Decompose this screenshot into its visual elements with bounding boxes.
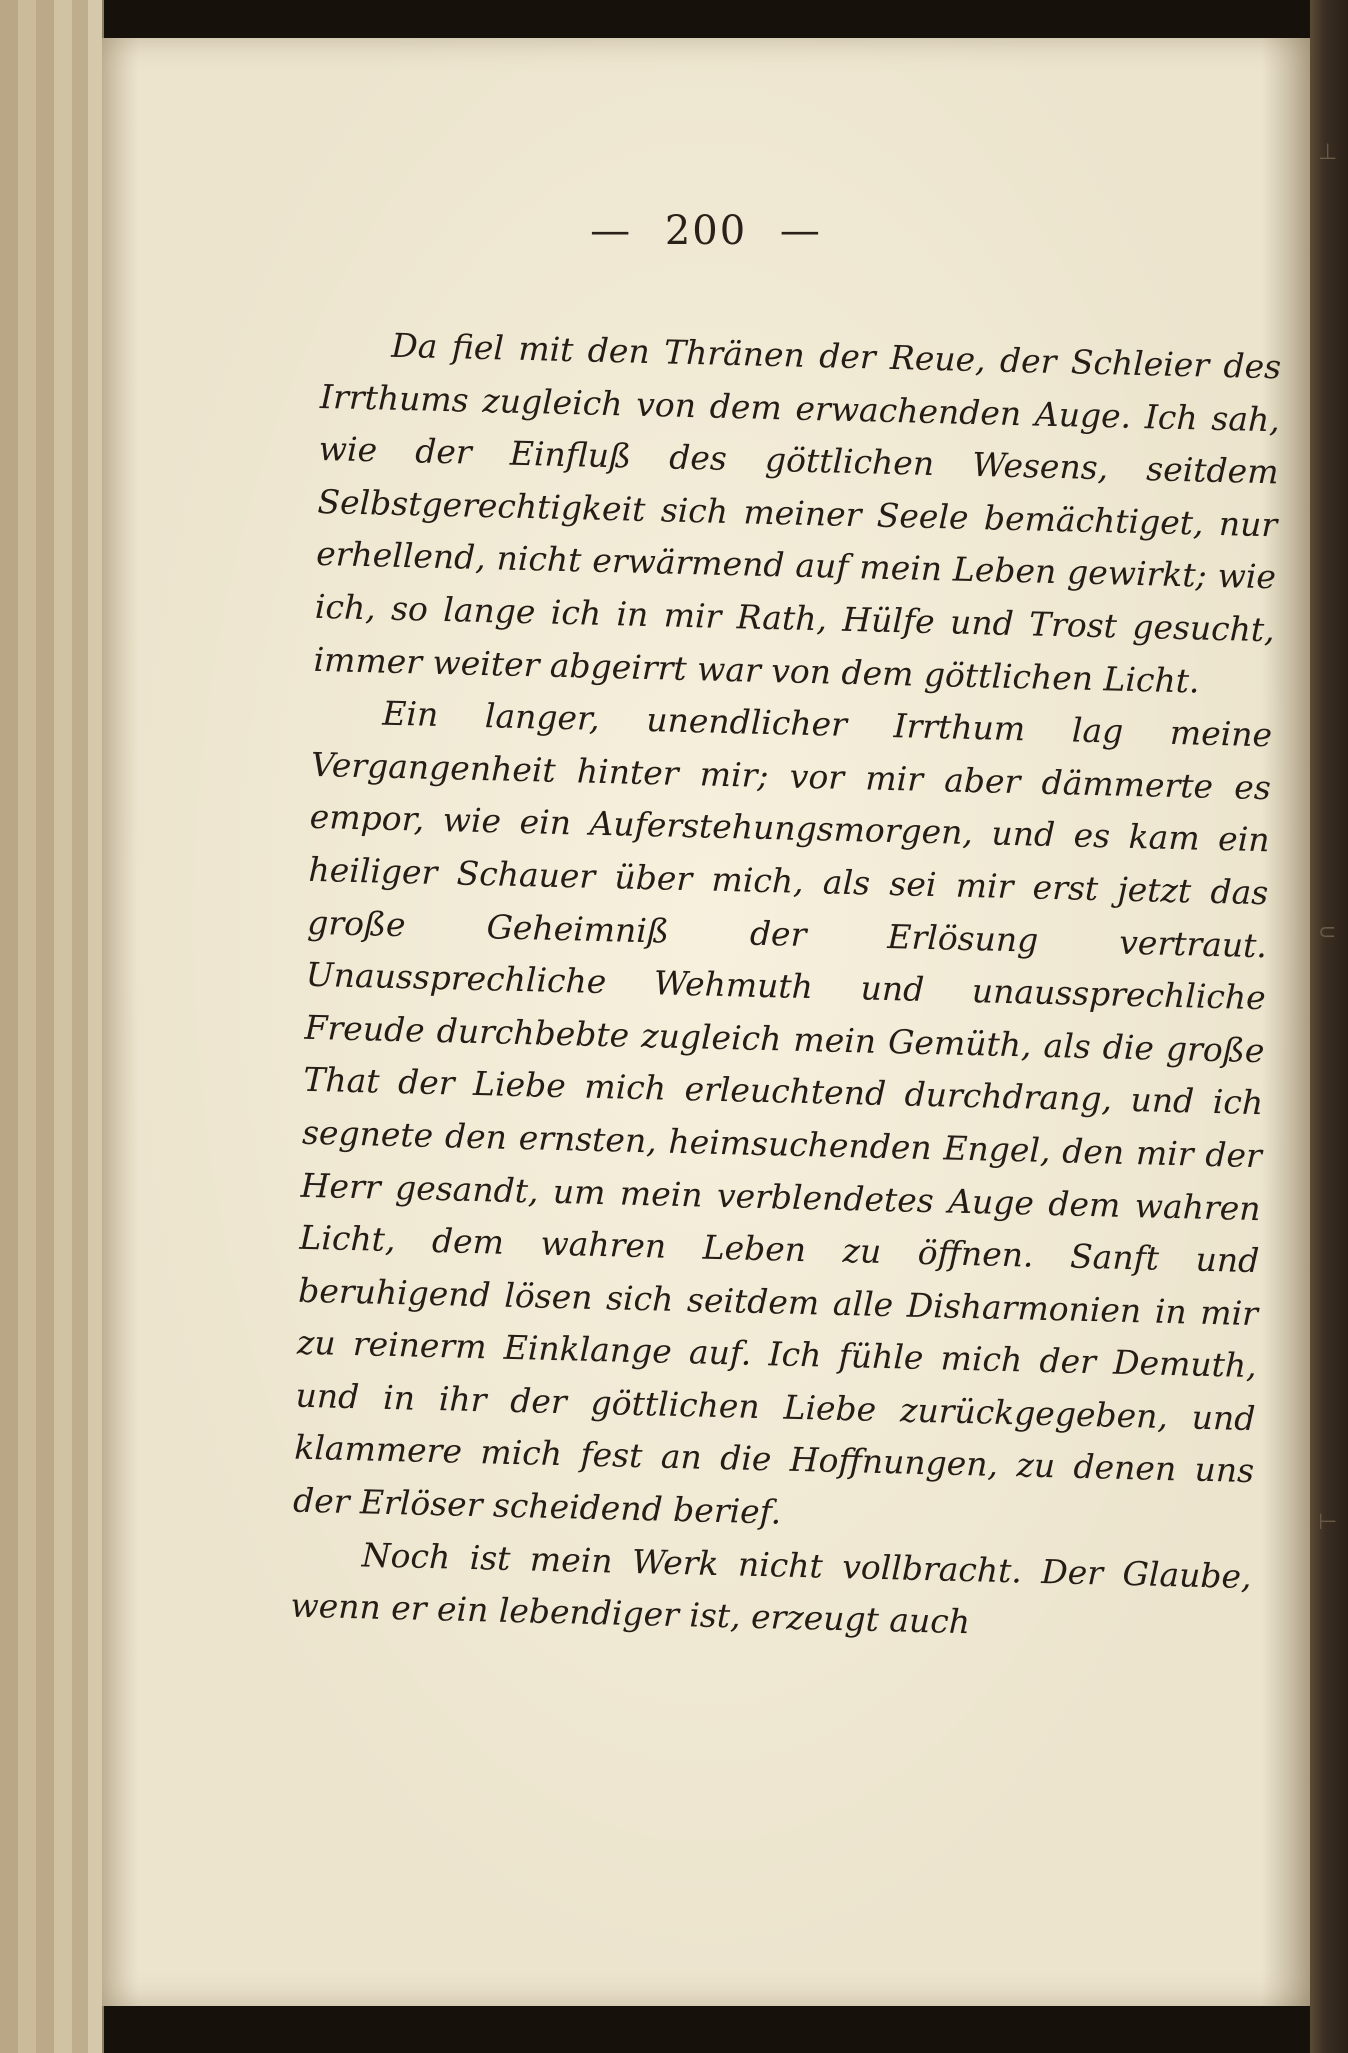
page-edge [18,0,38,2053]
body-text [290,318,1282,1656]
page-edge [0,0,20,2053]
page-edge [36,0,56,2053]
paragraph: Noch ist mein Werk nicht vollbracht. Der Glaube, wenn er ein lebendiger ist, erzeugt auch [290,1535,1253,1642]
binding-mark-icon: ⊥ [1318,140,1338,165]
book-binding [1310,0,1348,2053]
binding-mark-icon: ⊂ [1318,920,1337,945]
page-edge [54,0,74,2053]
paragraph: Da fiel mit den Thränen der Reue, der Schleier des Irrthums zugleich von dem erwachenden Auge. Ich sah, wie der Einfluß des göttlichen Wesens, seitdem Selbstgerechtigkeit sich meiner Seele bemächtiget, nur erhellend, nicht erwärmend auf mein Leben gewirkt; wie ich, so lange ich in mir Rath, Hülfe und Trost gesucht, immer weiter abgeirrt war von dem göttlichen Licht. [313,325,1282,701]
page-header [102,208,1310,254]
header-dash-right: — [779,208,822,254]
book-page [102,38,1310,2006]
header-dash-left: — [590,208,633,254]
binding-mark-icon: ⊢ [1318,1510,1338,1535]
paragraph: Ein langer, unendlicher Irrthum lag meine Vergangenheit hinter mir; vor mir aber dämmerte es empor, wie ein Auferstehungsmorgen, und es kam ein heiliger Schauer über mich, als sei mir erst jetzt das große Geheimniß der Erlösung vertraut. Unaussprechliche Wehmuth und unaussprechliche Freude durchbebte zugleich mein Gemüth, als die große That der Liebe mich erleuchtend durchdrang, und ich segnete den ernsten, heimsuchenden Engel, den mir der Herr gesandt, um mein verblendetes Auge dem wahren Licht, dem wahren Leben zu öffnen. Sanft und beruhigend lösen sich seitdem alle Disharmonien in mir zu reinerm Einklange auf. Ich fühle mich der Demuth, und in ihr der göttlichen Liebe zurückgegeben, und klammere mich fest an die Hoffnungen, zu denen uns der Erlöser scheidend berief. [292,693,1273,1532]
page-number: 200 [664,208,748,254]
